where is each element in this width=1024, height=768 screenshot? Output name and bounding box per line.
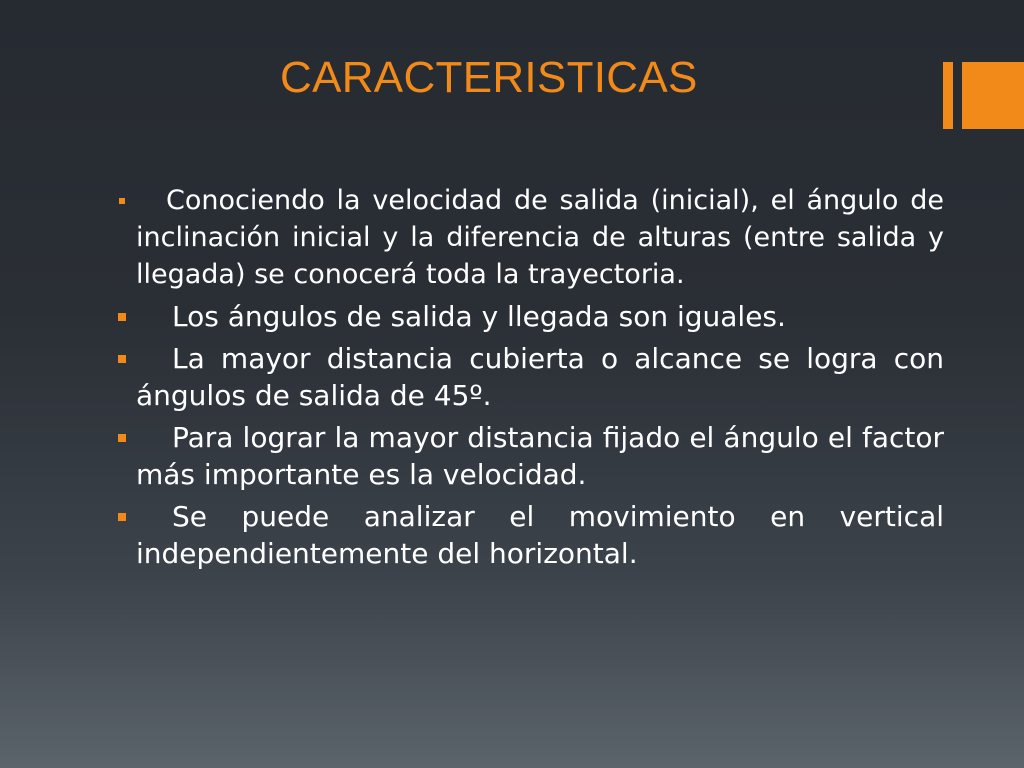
bullet-item [116,498,944,572]
bullet-item [116,340,944,414]
bullet-text: Para lograr la mayor distancia fijado el ángulo el factor más importante es la velocidad. [136,421,944,491]
square-bullet-icon [118,513,126,521]
bullet-text: Conociendo la velocidad de salida (inicial), el ángulo de inclinación inicial y la diferencia de alturas (entre salida y llegada) se conocerá toda la trayectoria. [136,185,944,290]
bullet-item [116,182,944,293]
bullet-item [116,419,944,493]
square-bullet-icon [118,355,126,363]
slide-title: CARACTERISTICAS [280,53,698,102]
bullet-item [116,298,944,335]
bullet-list [116,182,944,572]
title-accent-bar [943,62,953,129]
square-bullet-icon [119,198,125,204]
square-bullet-icon [118,313,126,321]
bullet-text: Se puede analizar el movimiento en vertical independientemente del horizontal. [136,500,944,570]
bullet-text: La mayor distancia cubierta o alcance se logra con ángulos de salida de 45º. [136,342,944,412]
title-accent-block [962,62,1024,129]
square-bullet-icon [118,434,126,442]
bullet-text: Los ángulos de salida y llegada son iguales. [172,300,786,333]
